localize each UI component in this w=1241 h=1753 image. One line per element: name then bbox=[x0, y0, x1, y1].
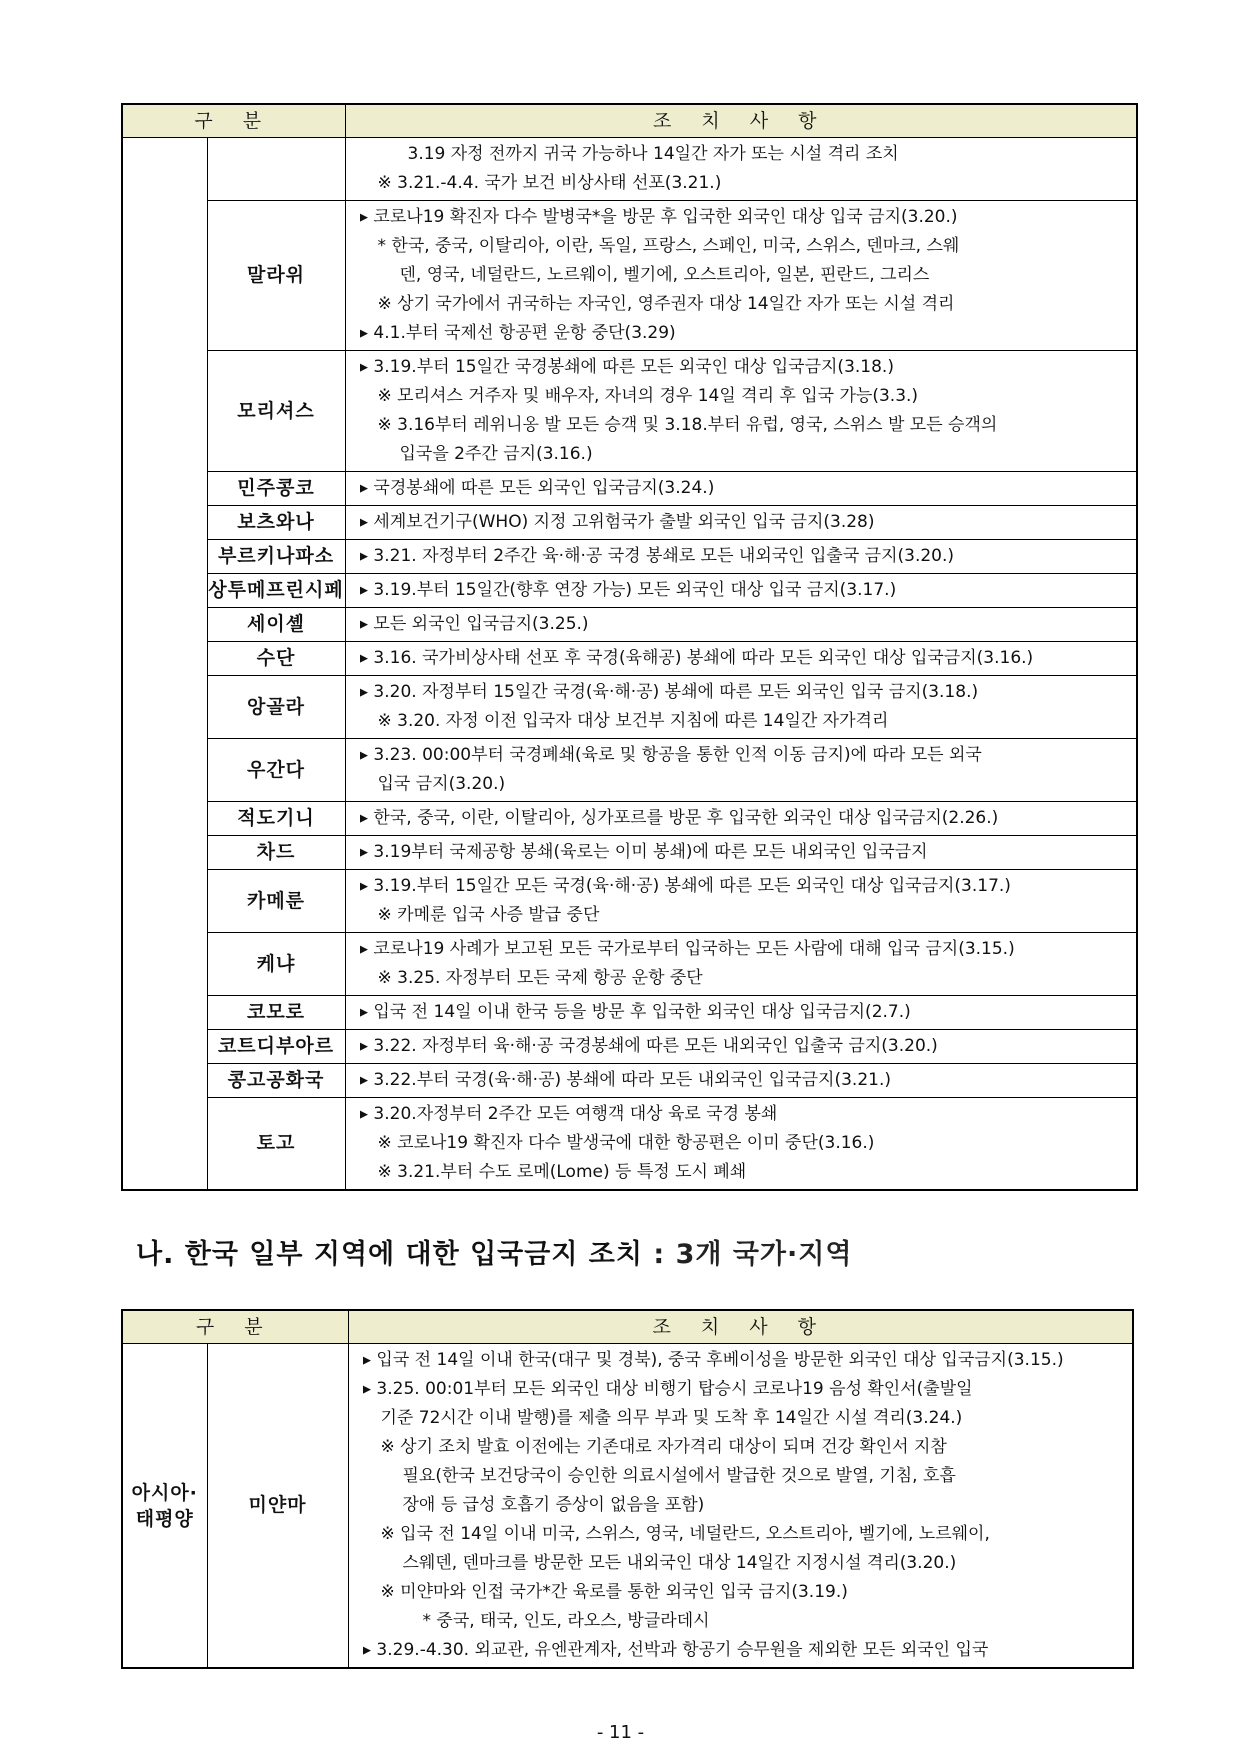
measure-line: ▸ 3.23. 00:00부터 국경폐쇄(육로 및 항공을 통한 인적 이동 금지)에 따라 모든 외국 bbox=[359, 745, 982, 765]
table-row bbox=[122, 351, 1137, 472]
table-row bbox=[122, 1064, 1137, 1098]
country-cell: 적도기니 bbox=[207, 802, 345, 836]
measure-line: ▸ 한국, 중국, 이란, 이탈리아, 싱가포르를 방문 후 입국한 외국인 대상 입국금지(2.26.) bbox=[359, 808, 999, 828]
table-row bbox=[122, 608, 1137, 642]
measure-line: ▸ 3.25. 00:01부터 모든 외국인 대상 비행기 탑승시 코로나19 음성 확인서(출발일 bbox=[362, 1379, 973, 1399]
measures-cell bbox=[345, 642, 1137, 676]
table-row bbox=[122, 201, 1137, 351]
measure-line: ▸ 3.22.부터 국경(육·해·공) 봉쇄에 따라 모든 내외국인 입국금지(3.21.) bbox=[359, 1070, 891, 1090]
measures-cell bbox=[345, 1064, 1137, 1098]
measure-line: 입국을 2주간 금지(3.16.) bbox=[399, 444, 593, 464]
section-heading-main: 나. 한국 일부 지역에 대한 입국금지 조치 bbox=[136, 1239, 643, 1270]
measure-line: ▸ 세계보건기구(WHO) 지정 고위험국가 출발 외국인 입국 금지(3.28) bbox=[359, 512, 875, 532]
measure-line: ▸ 코로나19 확진자 다수 발병국*을 방문 후 입국한 외국인 대상 입국 금지(3.20.) bbox=[359, 207, 958, 227]
measures-cell bbox=[348, 1344, 1133, 1669]
measure-line: 3.19 자정 전까지 귀국 가능하나 14일간 자가 또는 시설 격리 조치 bbox=[407, 144, 899, 164]
measure-line: 입국 금지(3.20.) bbox=[377, 774, 506, 794]
measures-cell bbox=[345, 739, 1137, 802]
table-row bbox=[122, 676, 1137, 739]
measure-line: 덴, 영국, 네덜란드, 노르웨이, 벨기에, 오스트리아, 일본, 핀란드, 그리스 bbox=[399, 265, 930, 285]
measure-line: ※ 3.21.-4.4. 국가 보건 비상사태 선포(3.21.) bbox=[377, 173, 722, 193]
measure-line: * 한국, 중국, 이탈리아, 이란, 독일, 프랑스, 스페인, 미국, 스위스, 덴마크, 스웨 bbox=[377, 236, 960, 256]
measures-cell bbox=[345, 506, 1137, 540]
country-cell: 세이셸 bbox=[207, 608, 345, 642]
table-row bbox=[122, 472, 1137, 506]
header-measures: 조 치 사 항 bbox=[348, 1310, 1133, 1344]
measure-line: ▸ 3.29.-4.30. 외교관, 유엔관계자, 선박과 항공기 승무원을 제외한 모든 외국인 입국 bbox=[362, 1640, 989, 1660]
measure-line: ▸ 3.19.부터 15일간 모든 국경(육·해·공) 봉쇄에 따른 모든 외국인 대상 입국금지(3.17.) bbox=[359, 876, 1011, 896]
measures-cell bbox=[345, 676, 1137, 739]
table-row bbox=[122, 739, 1137, 802]
measures-cell bbox=[345, 138, 1137, 201]
measure-line: ※ 3.25. 자정부터 모든 국제 항공 운항 중단 bbox=[377, 968, 703, 988]
country-cell: 카메룬 bbox=[207, 870, 345, 933]
measure-line: ※ 모리셔스 거주자 및 배우자, 자녀의 경우 14일 격리 후 입국 가능(3.3.) bbox=[377, 386, 919, 406]
country-cell: 코모로 bbox=[207, 996, 345, 1030]
country-cell: 토고 bbox=[207, 1098, 345, 1191]
country-cell: 차드 bbox=[207, 836, 345, 870]
measure-line: ※ 미얀마와 인접 국가*간 육로를 통한 외국인 입국 금지(3.19.) bbox=[380, 1582, 848, 1602]
measure-line: ▸ 모든 외국인 입국금지(3.25.) bbox=[359, 614, 589, 634]
measure-line: ※ 상기 국가에서 귀국하는 자국인, 영주권자 대상 14일간 자가 또는 시설 격리 bbox=[377, 294, 955, 314]
measures-cell bbox=[345, 1098, 1137, 1191]
measure-line: ▸ 입국 전 14일 이내 한국(대구 및 경북), 중국 후베이성을 방문한 외국인 대상 입국금지(3.15.) bbox=[362, 1350, 1064, 1370]
measures-cell bbox=[345, 802, 1137, 836]
measure-line: ※ 카메룬 입국 사증 발급 중단 bbox=[377, 905, 600, 925]
measure-line: ▸ 3.22. 자정부터 육·해·공 국경봉쇄에 따른 모든 내외국인 입출국 금지(3.20.) bbox=[359, 1036, 938, 1056]
country-cell: 우간다 bbox=[207, 739, 345, 802]
table-row bbox=[122, 933, 1137, 996]
measure-line: ※ 코로나19 확진자 다수 발생국에 대한 항공편은 이미 중단(3.16.) bbox=[377, 1133, 875, 1153]
measures-cell bbox=[345, 201, 1137, 351]
entry-ban-table-2 bbox=[121, 1309, 1134, 1669]
measure-line: ▸ 코로나19 사례가 보고된 모든 국가로부터 입국하는 모든 사람에 대해 입국 금지(3.15.) bbox=[359, 939, 1015, 959]
table-row bbox=[122, 574, 1137, 608]
country-cell: 수단 bbox=[207, 642, 345, 676]
region-cell: 아시아· 태평양 bbox=[122, 1344, 207, 1669]
country-cell: 코트디부아르 bbox=[207, 1030, 345, 1064]
country-cell: 미얀마 bbox=[207, 1344, 348, 1669]
measures-cell bbox=[345, 574, 1137, 608]
measures-cell bbox=[345, 996, 1137, 1030]
table-row bbox=[122, 836, 1137, 870]
table-header-row bbox=[122, 1310, 1133, 1344]
measures-cell bbox=[345, 540, 1137, 574]
measures-cell bbox=[345, 870, 1137, 933]
measures-cell bbox=[345, 836, 1137, 870]
region-cell bbox=[122, 138, 207, 1191]
measure-line: 장애 등 급성 호흡기 증상이 없음을 포함) bbox=[402, 1495, 705, 1515]
country-cell: 상투메프린시페 bbox=[207, 574, 345, 608]
measure-line: ※ 3.21.부터 수도 로메(Lome) 등 특정 도시 폐쇄 bbox=[377, 1162, 747, 1182]
header-measures: 조 치 사 항 bbox=[345, 104, 1137, 138]
measure-line: ※ 입국 전 14일 이내 미국, 스위스, 영국, 네덜란드, 오스트리아, 벨기에, 노르웨이, bbox=[380, 1524, 990, 1544]
table-row bbox=[122, 506, 1137, 540]
measure-line: ▸ 입국 전 14일 이내 한국 등을 방문 후 입국한 외국인 대상 입국금지(2.7.) bbox=[359, 1002, 911, 1022]
section-heading-tail: : 3개 국가·지역 bbox=[653, 1239, 853, 1270]
country-cell: 콩고공화국 bbox=[207, 1064, 345, 1098]
measures-cell bbox=[345, 1030, 1137, 1064]
table-row bbox=[122, 642, 1137, 676]
measure-line: ▸ 3.16. 국가비상사태 선포 후 국경(육해공) 봉쇄에 따라 모든 외국인 대상 입국금지(3.16.) bbox=[359, 648, 1034, 668]
measure-line: 기준 72시간 이내 발행)를 제출 의무 부과 및 도착 후 14일간 시설 격리(3.24.) bbox=[380, 1408, 963, 1428]
country-cell: 케냐 bbox=[207, 933, 345, 996]
table-row bbox=[122, 802, 1137, 836]
measure-line: ▸ 3.19.부터 15일간 국경봉쇄에 따른 모든 외국인 대상 입국금지(3.18.) bbox=[359, 357, 894, 377]
measures-cell bbox=[345, 472, 1137, 506]
header-category: 구 분 bbox=[122, 104, 345, 138]
measures-cell bbox=[345, 351, 1137, 472]
measure-line: * 중국, 태국, 인도, 라오스, 방글라데시 bbox=[422, 1611, 710, 1631]
measure-line: ▸ 3.20.자정부터 2주간 모든 여행객 대상 육로 국경 봉쇄 bbox=[359, 1104, 778, 1124]
table-row bbox=[122, 870, 1137, 933]
table-row bbox=[122, 540, 1137, 574]
table-row bbox=[122, 138, 1137, 201]
section-heading bbox=[136, 1232, 852, 1271]
measure-line: ※ 3.16부터 레위니옹 발 모든 승객 및 3.18.부터 유럽, 영국, 스위스 발 모든 승객의 bbox=[377, 415, 998, 435]
measure-line: ▸ 3.19.부터 15일간(향후 연장 가능) 모든 외국인 대상 입국 금지(3.17.) bbox=[359, 580, 897, 600]
entry-ban-table-1 bbox=[121, 103, 1138, 1191]
measure-line: ▸ 3.20. 자정부터 15일간 국경(육·해·공) 봉쇄에 따른 모든 외국인 입국 금지(3.18.) bbox=[359, 682, 979, 702]
measure-line: ※ 상기 조치 발효 이전에는 기존대로 자가격리 대상이 되며 건강 확인서 지참 bbox=[380, 1437, 947, 1457]
table-header-row bbox=[122, 104, 1137, 138]
country-cell bbox=[207, 138, 345, 201]
country-cell: 부르키나파소 bbox=[207, 540, 345, 574]
table-row bbox=[122, 996, 1137, 1030]
measure-line: ▸ 3.19부터 국제공항 봉쇄(육로는 이미 봉쇄)에 따른 모든 내외국인 입국금지 bbox=[359, 842, 928, 862]
measures-cell bbox=[345, 608, 1137, 642]
measure-line: ▸ 3.21. 자정부터 2주간 육·해·공 국경 봉쇄로 모든 내외국인 입출국 금지(3.20.) bbox=[359, 546, 955, 566]
measure-line: 스웨덴, 덴마크를 방문한 모든 내외국인 대상 14일간 지정시설 격리(3.20.) bbox=[402, 1553, 957, 1573]
country-cell: 앙골라 bbox=[207, 676, 345, 739]
table-row bbox=[122, 1344, 1133, 1669]
header-category: 구 분 bbox=[122, 1310, 348, 1344]
measure-line: ▸ 국경봉쇄에 따른 모든 외국인 입국금지(3.24.) bbox=[359, 478, 715, 498]
measure-line: ※ 3.20. 자정 이전 입국자 대상 보건부 지침에 따른 14일간 자가격리 bbox=[377, 711, 889, 731]
country-cell: 민주콩코 bbox=[207, 472, 345, 506]
measures-cell bbox=[345, 933, 1137, 996]
table-row bbox=[122, 1030, 1137, 1064]
measure-line: ▸ 4.1.부터 국제선 항공편 운항 중단(3.29) bbox=[359, 323, 676, 343]
table-row bbox=[122, 1098, 1137, 1191]
country-cell: 보츠와나 bbox=[207, 506, 345, 540]
page-number: - 11 - bbox=[596, 1722, 645, 1743]
country-cell: 모리셔스 bbox=[207, 351, 345, 472]
measure-line: 필요(한국 보건당국이 승인한 의료시설에서 발급한 것으로 발열, 기침, 호흡 bbox=[402, 1466, 956, 1486]
country-cell: 말라위 bbox=[207, 201, 345, 351]
